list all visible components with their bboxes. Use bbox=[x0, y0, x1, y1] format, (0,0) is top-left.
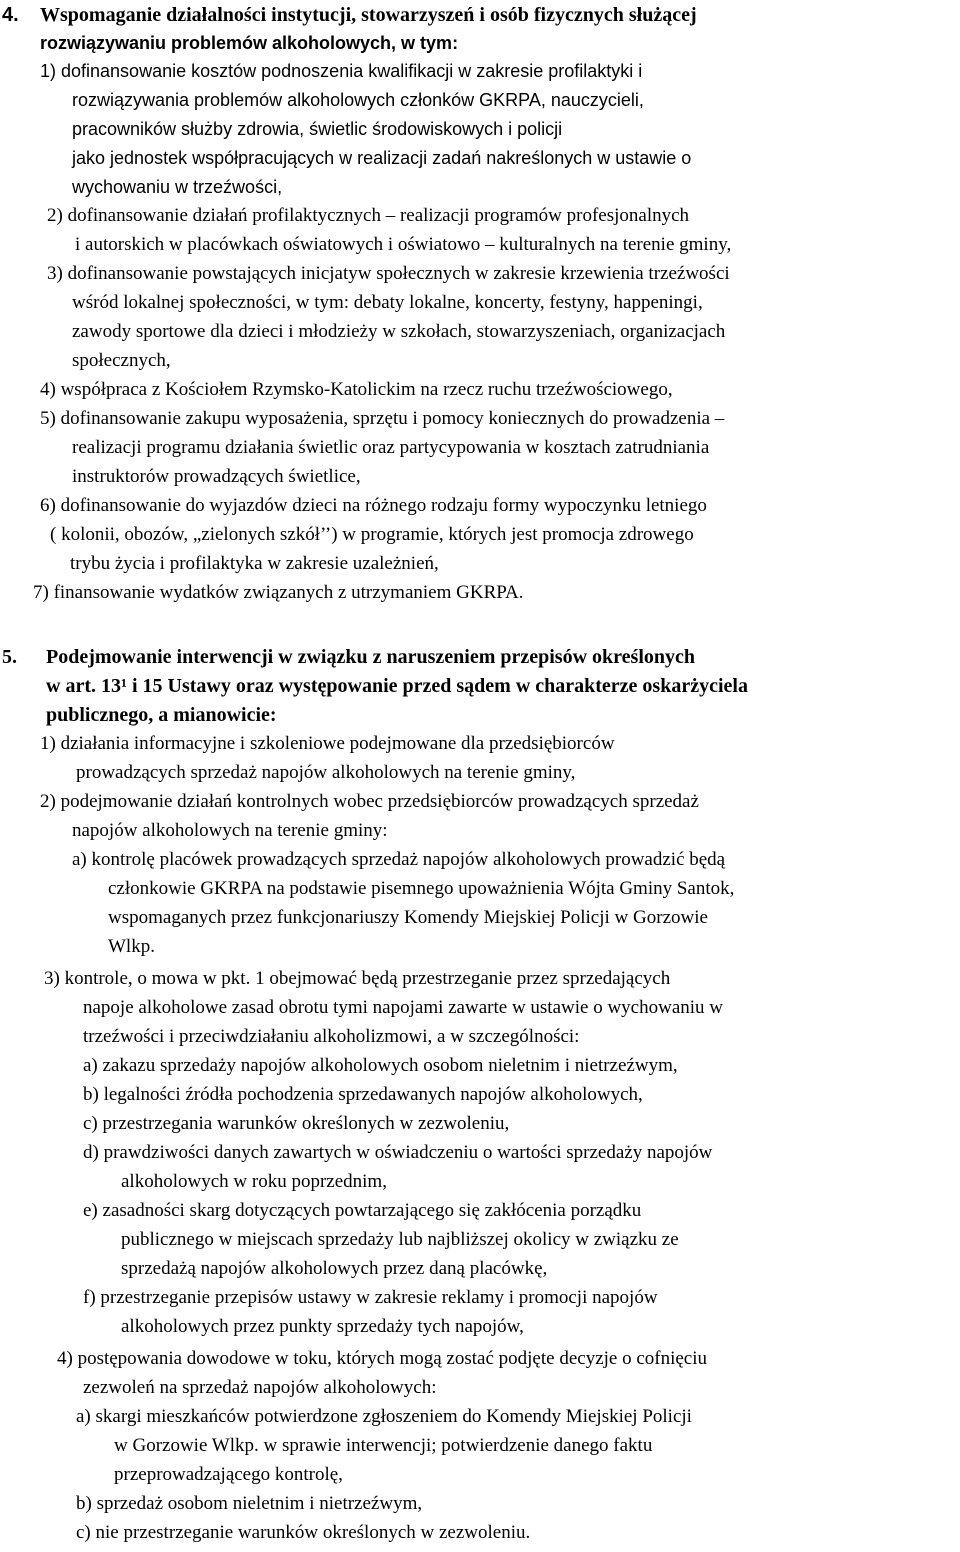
section-5-item-3e: e) zasadności skarg dotyczących powtarzającego się zakłócenia porządku bbox=[83, 1200, 642, 1221]
section-4-item-1: 1) dofinansowanie kosztów podnoszenia kwalifikacji w zakresie profilaktyki i bbox=[40, 61, 643, 81]
section-4-number: 4. bbox=[2, 4, 19, 26]
section-5-item-2: 2) podejmowanie działań kontrolnych wobec przedsiębiorców prowadzących sprzedaż bbox=[40, 791, 699, 812]
section-5-item-4a: a) skargi mieszkańców potwierdzone zgłoszeniem do Komendy Miejskiej Policji bbox=[76, 1406, 692, 1427]
section-5-item-4b: b) sprzedaż osobom nieletnim i nietrzeźwym, bbox=[76, 1493, 423, 1514]
section-4-heading-line-1: Wspomaganie działalności instytucji, stowarzyszeń i osób fizycznych służącej bbox=[40, 4, 697, 26]
section-5-item-2a: a) kontrolę placówek prowadzących sprzedaż napojów alkoholowych prowadzić będą bbox=[72, 849, 726, 870]
section-5-item-2a-cont: członkowie GKRPA na podstawie pisemnego upoważnienia Wójta Gminy Santok, bbox=[108, 878, 735, 899]
section-5-item-3d: d) prawdziwości danych zawartych w oświadczeniu o wartości sprzedaży napojów bbox=[83, 1142, 713, 1163]
section-4-item-7: 7) finansowanie wydatków związanych z utrzymaniem GKRPA. bbox=[33, 582, 524, 603]
section-5-item-3f-cont: alkoholowych przez punkty sprzedaży tych napojów, bbox=[121, 1316, 524, 1337]
section-5-item-2a-cont: wspomaganych przez funkcjonariuszy Komendy Miejskiej Policji w Gorzowie bbox=[108, 907, 708, 928]
section-5-number: 5. bbox=[2, 646, 17, 668]
section-5-item-3: 3) kontrole, o mowa w pkt. 1 obejmować będą przestrzeganie przez sprzedających bbox=[44, 968, 671, 989]
section-4-item-1-cont: jako jednostek współpracujących w realizacji zadań nakreślonych w ustawie o bbox=[72, 148, 692, 168]
section-4-item-6-cont: trybu życia i profilaktyka w zakresie uzależnień, bbox=[70, 553, 439, 574]
section-5-item-2a-cont: Wlkp. bbox=[108, 936, 155, 957]
section-5-item-3b: b) legalności źródła pochodzenia sprzedawanych napojów alkoholowych, bbox=[83, 1084, 643, 1105]
section-4-item-1-cont: wychowaniu w trzeźwości, bbox=[72, 177, 283, 197]
section-5-item-4a-cont: w Gorzowie Wlkp. w sprawie interwencji; potwierdzenie danego faktu bbox=[114, 1435, 653, 1456]
section-5-item-2-cont: napojów alkoholowych na terenie gminy: bbox=[72, 820, 388, 841]
section-5-item-4a-cont: przeprowadzającego kontrolę, bbox=[114, 1464, 343, 1485]
section-4-heading-line-2: rozwiązywaniu problemów alkoholowych, w tym: bbox=[40, 33, 459, 53]
section-4-item-6: 6) dofinansowanie do wyjazdów dzieci na różnego rodzaju formy wypoczynku letniego bbox=[40, 495, 707, 516]
section-5-item-3d-cont: alkoholowych w roku poprzednim, bbox=[121, 1171, 387, 1192]
section-5-item-4: 4) postępowania dowodowe w toku, których mogą zostać podjęte decyzje o cofnięciu bbox=[57, 1348, 708, 1369]
section-5-heading-line-1: Podejmowanie interwencji w związku z naruszeniem przepisów określonych bbox=[46, 646, 696, 668]
section-4-item-4: 4) współpraca z Kościołem Rzymsko-Katolickim na rzecz ruchu trzeźwościowego, bbox=[40, 379, 673, 400]
section-5-item-3-cont: napoje alkoholowe zasad obrotu tymi napojami zawarte w ustawie o wychowaniu w bbox=[83, 997, 724, 1018]
section-5-item-1-cont: prowadzących sprzedaż napojów alkoholowych na terenie gminy, bbox=[76, 762, 576, 783]
section-4-item-2-cont: i autorskich w placówkach oświatowych i oświatowo – kulturalnych na terenie gminy, bbox=[75, 234, 732, 255]
section-4-item-3-cont: społecznych, bbox=[72, 350, 171, 371]
section-5-item-3a: a) zakazu sprzedaży napojów alkoholowych osobom nieletnim i nietrzeźwym, bbox=[83, 1055, 678, 1076]
section-4-item-5: 5) dofinansowanie zakupu wyposażenia, sprzętu i pomocy koniecznych do prowadzenia – bbox=[40, 408, 725, 429]
section-4-item-3-cont: wśród lokalnej społeczności, w tym: debaty lokalne, koncerty, festyny, happeningi, bbox=[72, 292, 703, 313]
section-5-item-4-cont: zezwoleń na sprzedaż napojów alkoholowych: bbox=[83, 1377, 437, 1398]
section-5-heading-line-2: w art. 13¹ i 15 Ustawy oraz występowanie przed sądem w charakterze oskarżyciela bbox=[46, 675, 748, 697]
section-4-item-3-cont: zawody sportowe dla dzieci i młodzieży w szkołach, stowarzyszeniach, organizacjach bbox=[72, 321, 726, 342]
section-5-item-3f: f) przestrzeganie przepisów ustawy w zakresie reklamy i promocji napojów bbox=[83, 1287, 658, 1308]
section-5-item-3e-cont: publicznego w miejscach sprzedaży lub najbliższej okolicy w związku ze bbox=[121, 1229, 679, 1250]
section-5-item-1: 1) działania informacyjne i szkoleniowe podejmowane dla przedsiębiorców bbox=[40, 733, 615, 754]
section-5-heading-line-3: publicznego, a mianowicie: bbox=[46, 704, 277, 726]
section-4-item-2: 2) dofinansowanie działań profilaktycznych – realizacji programów profesjonalnych bbox=[47, 205, 690, 226]
section-4-item-1-cont: rozwiązywania problemów alkoholowych członków GKRPA, nauczycieli, bbox=[72, 90, 644, 110]
section-4-item-3: 3) dofinansowanie powstających inicjatyw społecznych w zakresie krzewienia trzeźwości bbox=[47, 263, 730, 284]
section-4-item-5-cont: instruktorów prowadzących świetlice, bbox=[72, 466, 361, 487]
section-5-item-4c: c) nie przestrzeganie warunków określonych w zezwoleniu. bbox=[76, 1522, 531, 1543]
section-4-item-5-cont: realizacji programu działania świetlic oraz partycypowania w kosztach zatrudniania bbox=[72, 437, 710, 458]
section-4-item-1-cont: pracowników służby zdrowia, świetlic środowiskowych i policji bbox=[72, 119, 563, 139]
section-5-item-3e-cont: sprzedażą napojów alkoholowych przez daną placówkę, bbox=[121, 1258, 548, 1279]
section-5-item-3-cont: trzeźwości i przeciwdziałaniu alkoholizmowi, a w szczególności: bbox=[83, 1026, 580, 1047]
section-4-item-6-cont: ( kolonii, obozów, „zielonych szkół’’) w programie, których jest promocja zdrowego bbox=[50, 524, 694, 545]
section-5-item-3c: c) przestrzegania warunków określonych w zezwoleniu, bbox=[83, 1113, 510, 1134]
